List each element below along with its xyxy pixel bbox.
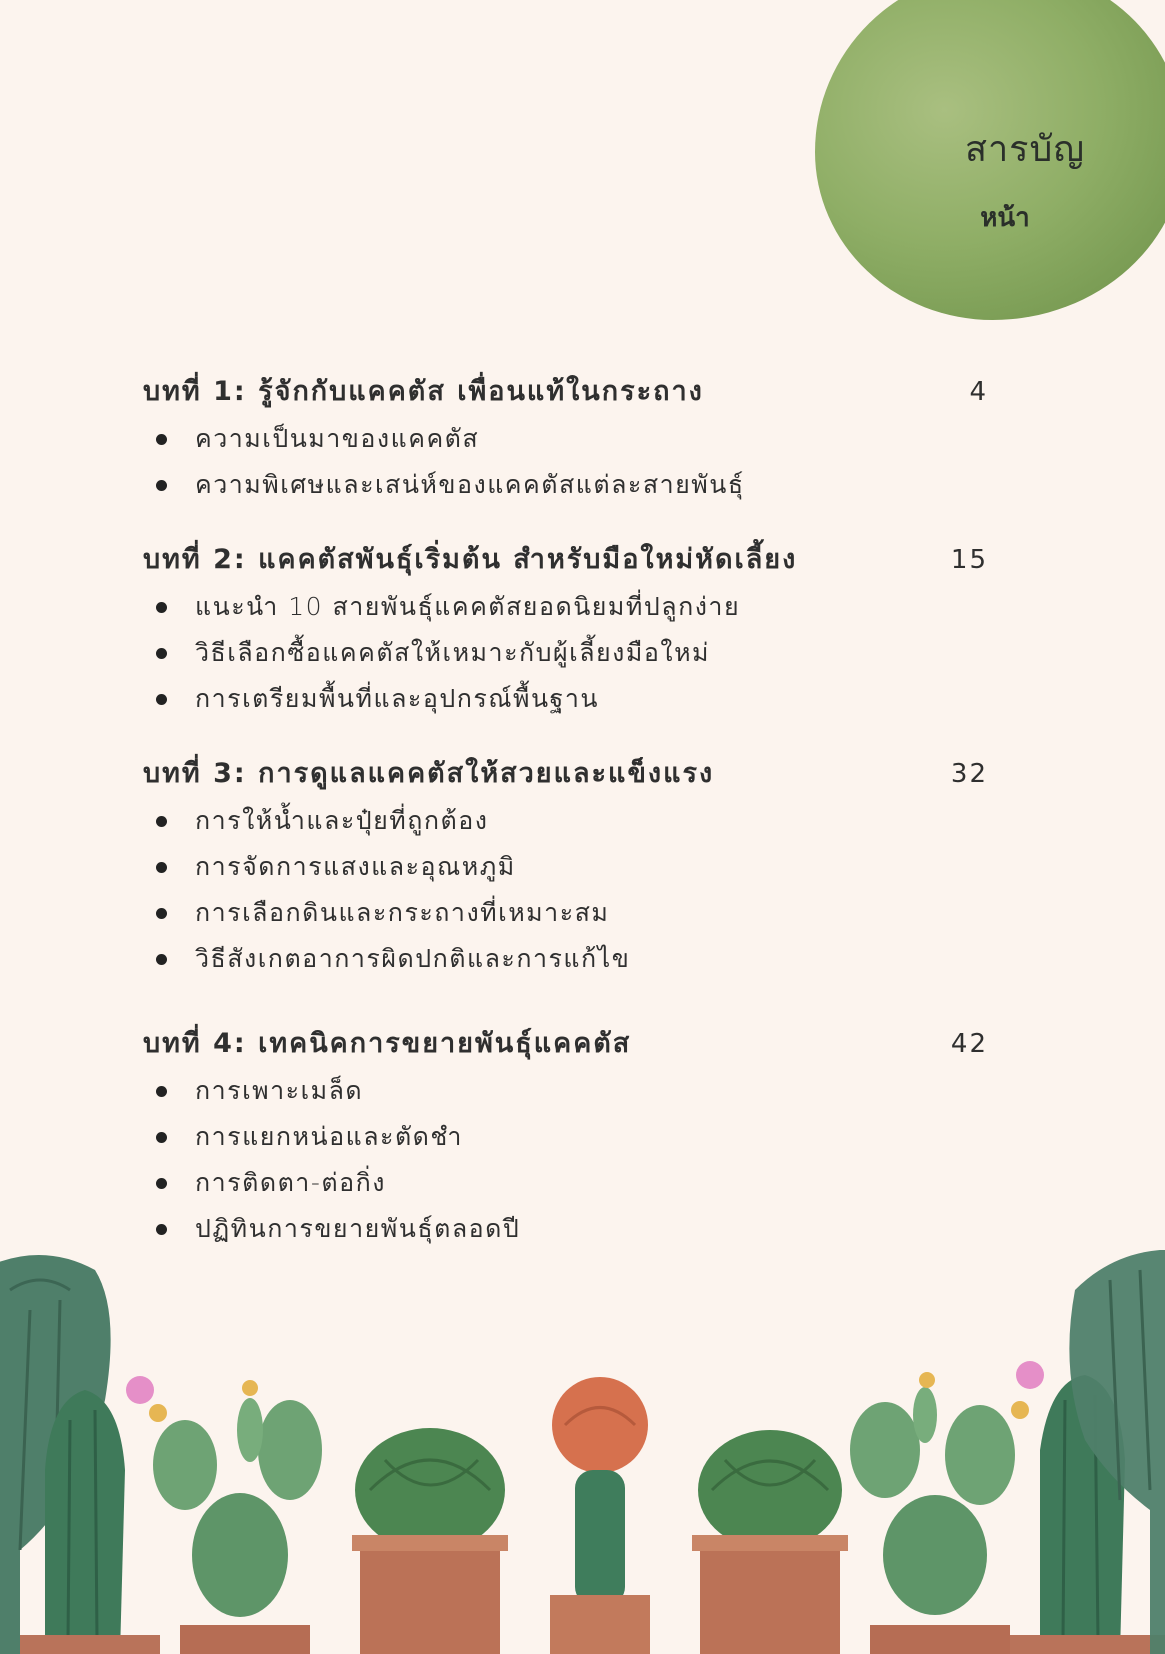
list-item: การแยกหน่อและตัดชำ [143,1114,1043,1160]
table-of-contents [143,368,1043,1252]
chapter-topic-list [143,416,1043,508]
round-cactus-icon [352,1428,508,1654]
list-item: การติดตา-ต่อกิ่ง [143,1160,1043,1206]
cactus-border-illustration [0,1250,1165,1654]
chapter-title[interactable]: บทที่ 2: แคคตัสพันธุ์เริ่มต้น สำหรับมือใหม่หัดเลี้ยง [143,544,798,575]
chapter-title[interactable]: บทที่ 4: เทคนิคการขยายพันธุ์แคคตัส [143,1028,632,1059]
chapter-topic-list [143,798,1043,982]
chapter-title[interactable]: บทที่ 3: การดูแลแคคตัสให้สวยและแข็งแรง [143,758,715,789]
list-item: ความเป็นมาของแคคตัส [143,416,1043,462]
grafted-moon-cactus-icon [550,1377,650,1654]
list-item: การเตรียมพื้นที่และอุปกรณ์พื้นฐาน [143,676,1043,722]
chapter-title[interactable]: บทที่ 1: รู้จักกับแคคตัส เพื่อนแท้ในกระถาง [143,376,704,407]
chapter-3 [143,750,1043,982]
chapter-1 [143,368,1043,508]
round-cactus-icon [692,1430,848,1654]
list-item: ปฏิทินการขยายพันธุ์ตลอดปี [143,1206,1043,1252]
list-item: ความพิเศษและเสน่ห์ของแคคตัสแต่ละสายพันธุ์ [143,462,1043,508]
chapter-topic-list [143,584,1043,722]
chapter-topic-list [143,1068,1043,1252]
list-item: การให้น้ำและปุ๋ยที่ถูกต้อง [143,798,1043,844]
list-item: แนะนำ 10 สายพันธุ์แคคตัสยอดนิยมที่ปลูกง่าย [143,584,1043,630]
chapter-page-number: 42 [950,1029,988,1059]
page-column-label: หน้า [980,203,1030,233]
list-item: วิธีสังเกตอาการผิดปกติและการแก้ไข [143,936,1043,982]
chapter-page-number: 32 [950,759,988,789]
list-item: การเลือกดินและกระถางที่เหมาะสม [143,890,1043,936]
bunny-ear-cactus-icon [850,1372,1029,1654]
list-item: การจัดการแสงและอุณหภูมิ [143,844,1043,890]
list-item: วิธีเลือกซื้อแคคตัสให้เหมาะกับผู้เลี้ยงมือใหม่ [143,630,1043,676]
chapter-page-number: 4 [969,377,988,407]
chapter-page-number: 15 [950,545,988,575]
page-title: สารบัญ [964,129,1086,170]
bunny-ear-cactus-icon [153,1380,322,1654]
chapter-4 [143,1020,1043,1252]
chapter-2 [143,536,1043,722]
list-item: การเพาะเมล็ด [143,1068,1043,1114]
